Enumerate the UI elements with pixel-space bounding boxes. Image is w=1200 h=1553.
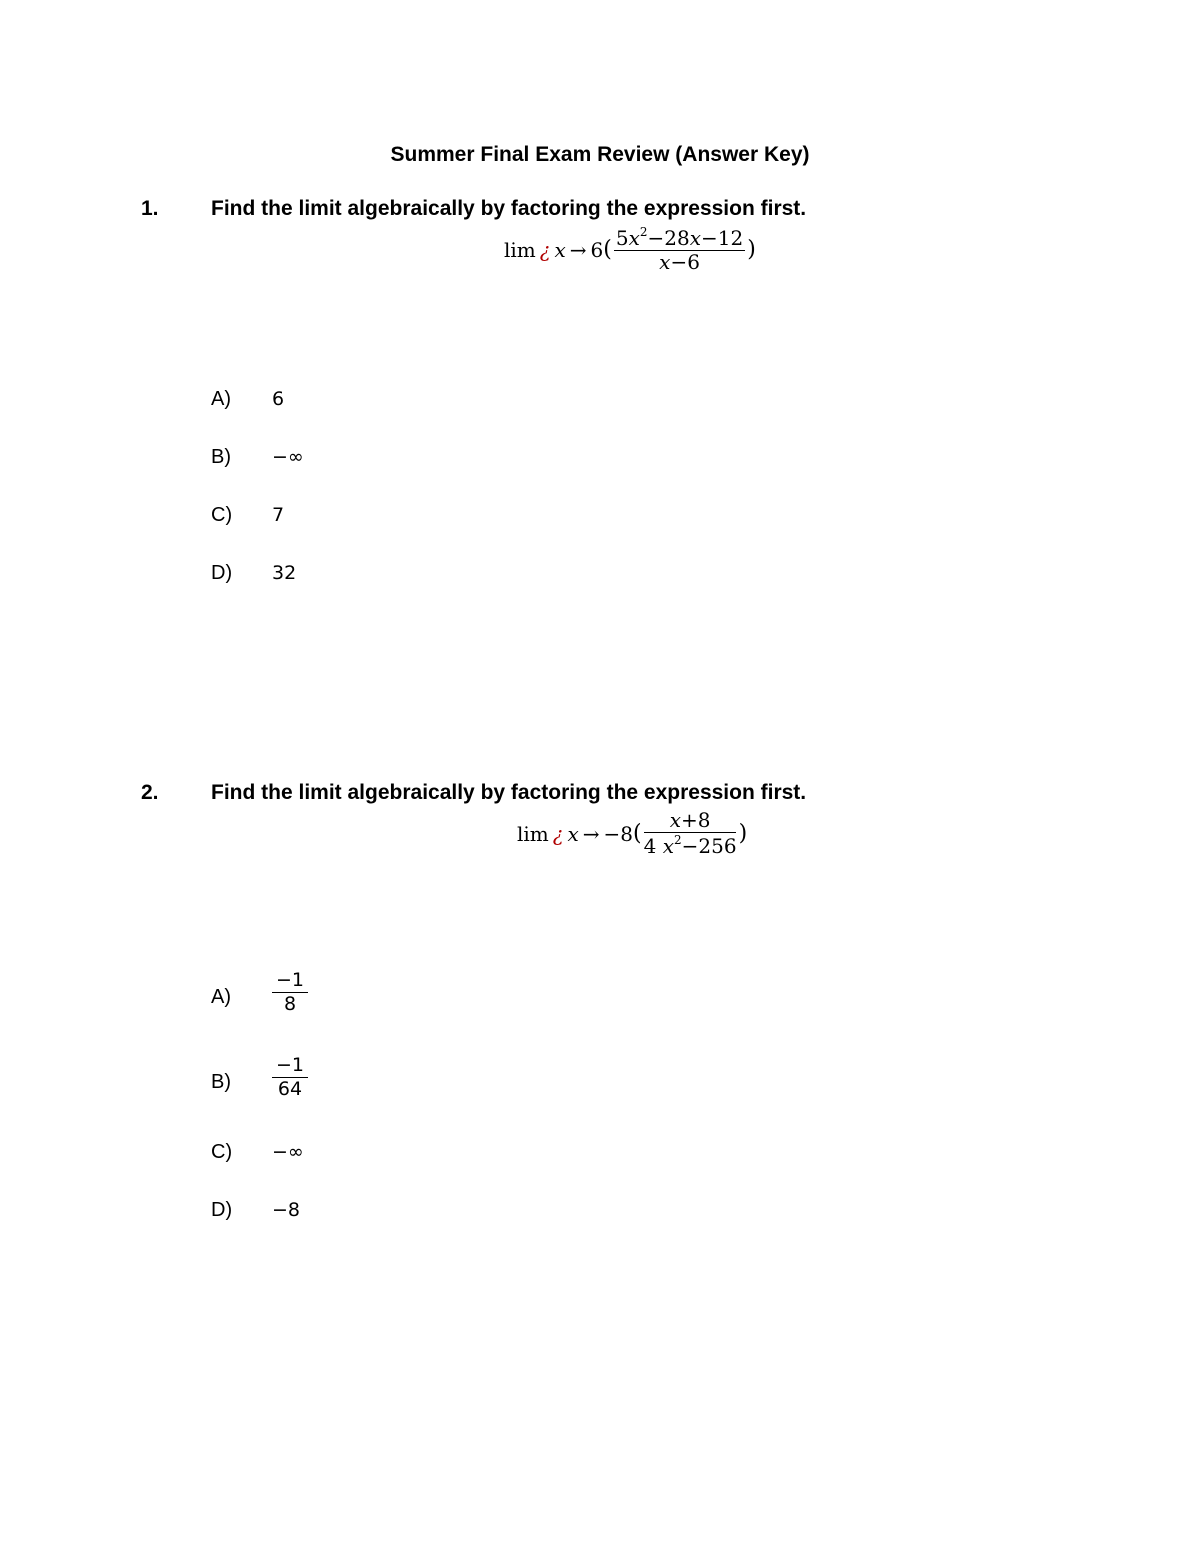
question-1-expression: [504, 226, 756, 273]
q1-option-c-letter: C): [211, 504, 233, 526]
q2-option-b-fraction: [272, 1055, 308, 1100]
term: +8: [681, 808, 711, 832]
q1-option-d-letter: D): [211, 562, 233, 584]
arrow-icon: →: [569, 237, 587, 262]
coef: 4: [643, 834, 657, 858]
q1-option-d-value: 32: [272, 562, 297, 584]
term: −12: [701, 226, 744, 250]
fraction-numerator: [614, 226, 745, 251]
invalid-glyph: ¿: [552, 821, 564, 846]
close-paren: ): [747, 237, 756, 262]
q1-option-b-value: −∞: [272, 446, 304, 468]
exponent: 2: [639, 225, 648, 239]
q1-option-c-value: 7: [272, 504, 285, 526]
q2-option-b-letter: B): [211, 1071, 231, 1093]
q2-option-d-letter: D): [211, 1199, 233, 1221]
page-title: Summer Final Exam Review (Answer Key): [390, 143, 810, 166]
q2-option-c-letter: C): [211, 1141, 233, 1163]
var-x: x: [659, 250, 671, 274]
open-paren: (: [603, 237, 612, 262]
var-x: x: [662, 834, 674, 858]
limit-variable: x: [554, 237, 566, 262]
lim-operator: lim: [504, 237, 536, 262]
fraction-denominator: 8: [283, 992, 297, 1015]
question-2-expression: [517, 810, 747, 857]
close-paren: ): [738, 821, 748, 846]
open-paren: (: [633, 821, 642, 846]
question-2-number: 2.: [141, 781, 159, 804]
fraction-numerator: [644, 810, 737, 833]
limit-approach-value: −8: [603, 821, 634, 846]
question-2-fraction: [644, 810, 737, 857]
fraction-numerator: −1: [272, 970, 308, 993]
q1-option-a-value: 6: [272, 388, 285, 410]
var-x: x: [669, 808, 681, 832]
term: −256: [681, 834, 737, 858]
var-x: x: [689, 226, 702, 250]
q1-option-b-letter: B): [211, 446, 231, 468]
term: −6: [670, 250, 700, 274]
fraction-denominator: 64: [277, 1077, 303, 1100]
q2-option-a-letter: A): [211, 986, 231, 1008]
lim-operator: lim: [517, 821, 549, 846]
limit-approach-value: 6: [590, 237, 604, 262]
arrow-icon: →: [582, 821, 600, 846]
q1-option-a-letter: A): [211, 388, 231, 410]
question-2-prompt: Find the limit algebraically by factoring the expression first.: [211, 781, 807, 804]
invalid-glyph: ¿: [539, 237, 551, 262]
q2-option-c-value: −∞: [272, 1141, 304, 1163]
term: −28: [647, 226, 690, 250]
fraction-denominator: [659, 251, 700, 273]
q2-option-d-value: −8: [272, 1199, 301, 1221]
question-1-fraction: [614, 226, 745, 273]
question-1-number: 1.: [141, 197, 159, 220]
q2-option-a-fraction: [272, 970, 308, 1015]
limit-variable: x: [567, 821, 579, 846]
fraction-denominator: [644, 833, 737, 857]
var-x: x: [628, 226, 640, 250]
coef: 5: [615, 226, 629, 250]
question-1-prompt: Find the limit algebraically by factoring the expression first.: [211, 197, 807, 220]
exponent: 2: [674, 833, 682, 847]
fraction-numerator: −1: [272, 1055, 308, 1078]
